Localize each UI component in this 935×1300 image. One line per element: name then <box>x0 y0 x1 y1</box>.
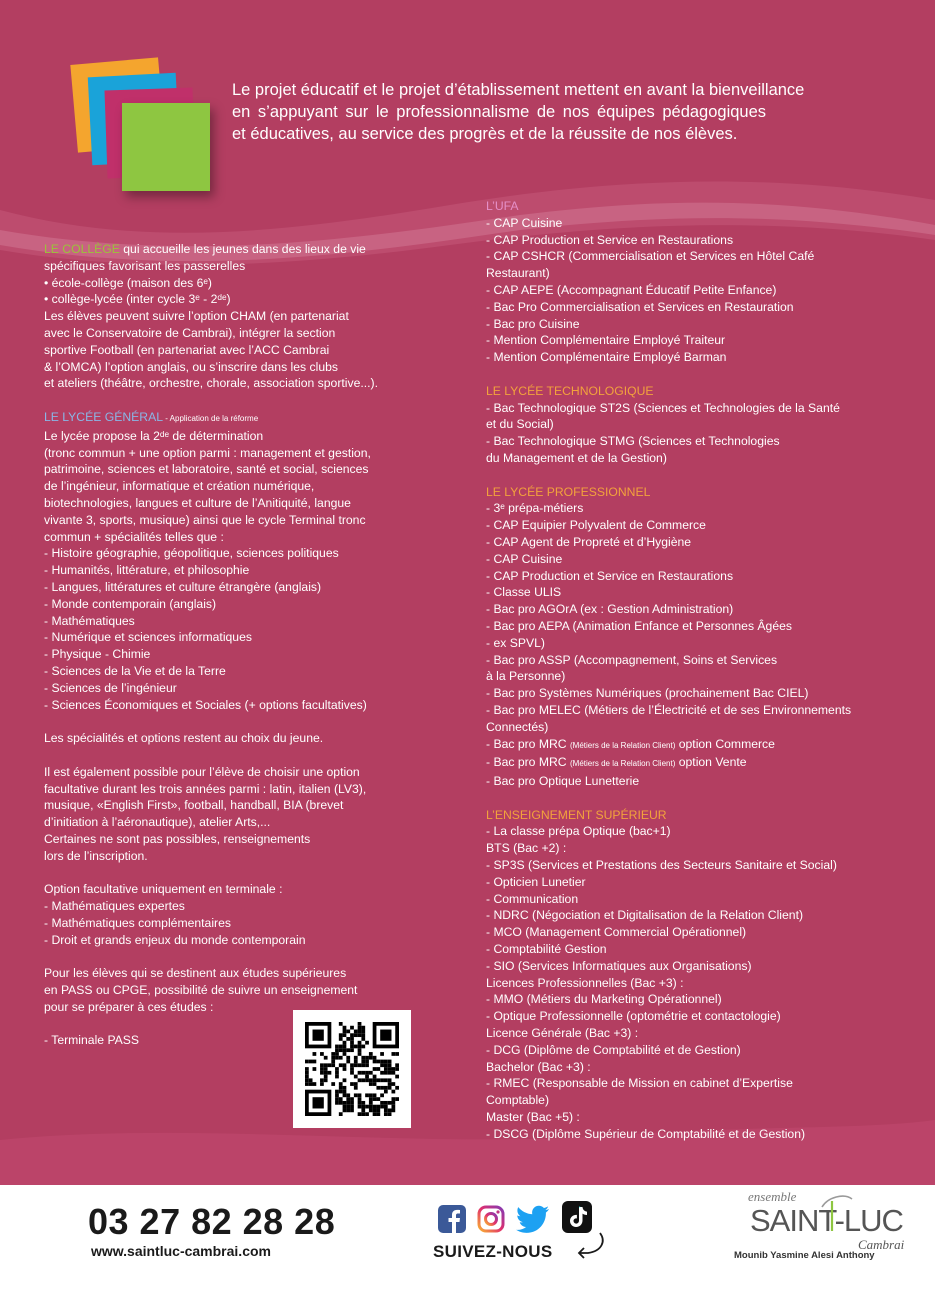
list-item: - CAP AEPE (Accompagnant Éducatif Petite Enfance) <box>486 282 777 297</box>
list-item: - La classe prépa Optique (bac+1) <box>486 824 671 839</box>
list-item: • collège-lycée (inter cycle 3ᵉ - 2ᵈᵉ) <box>44 292 231 307</box>
lycee-techno-list <box>486 400 906 467</box>
list-item: facultative durant les trois années parmi : latin, italien (LV3), <box>44 781 367 796</box>
list-item: - Bac pro AEPA (Animation Enfance et Personnes Âgées <box>486 618 792 633</box>
list-item: patrimoine, sciences et laboratoire, santé et social, sciences <box>44 462 369 477</box>
list-item: - Communication <box>486 891 579 906</box>
list-item: Comptable) <box>486 1093 549 1108</box>
list-item: - ex SPVL) <box>486 635 545 650</box>
list-item: avec le Conservatoire de Cambrai), intégrer la section <box>44 325 336 340</box>
list-item: - DSCG (Diplôme Supérieur de Comptabilité et de Gestion) <box>486 1126 806 1141</box>
list-item: - SIO (Services Informatiques aux Organisations) <box>486 958 752 973</box>
list-item: - Opticien Lunetier <box>486 874 586 889</box>
list-item: Restaurant) <box>486 266 550 281</box>
lycee-general-heading: LE LYCÉE GÉNÉRAL <box>44 409 163 424</box>
list-item: - Bac pro Systèmes Numériques (prochainement Bac CIEL) <box>486 686 809 701</box>
instagram-icon[interactable] <box>477 1205 505 1233</box>
right-column <box>486 198 906 1143</box>
list-item: - Langues, littératures et culture étrangère (anglais) <box>44 579 322 594</box>
list-item: Licences Professionnelles (Bac +3) : <box>486 975 684 990</box>
facebook-icon[interactable] <box>438 1205 466 1233</box>
list-item: - Bac Pro Commercialisation et Services en Restauration <box>486 299 794 314</box>
list-item: musique, «English First», football, handball, BIA (brevet <box>44 798 344 813</box>
college-heading-line <box>44 241 444 258</box>
list-item: du Management et de la Gestion) <box>486 450 667 465</box>
list-item: - DCG (Diplôme de Comptabilité et de Gestion) <box>486 1042 741 1057</box>
list-item: - NDRC (Négociation et Digitalisation de la Relation Client) <box>486 908 804 923</box>
list-item: - Sciences de la Vie et de la Terre <box>44 663 226 678</box>
list-item: Les élèves peuvent suivre l’option CHAM (en partenariat <box>44 309 349 324</box>
list-item: d’initiation à l’aéronautique), atelier Arts,... <box>44 815 271 830</box>
footer <box>0 1185 935 1300</box>
list-item: et du Social) <box>486 417 554 432</box>
list-item: - CAP Cuisine <box>486 215 563 230</box>
list-item: - Mention Complémentaire Employé Traiteur <box>486 333 726 348</box>
list-item: lors de l’inscription. <box>44 848 148 863</box>
list-item: - Humanités, littérature, et philosophie <box>44 563 250 578</box>
list-item: - Sciences de l’ingénieur <box>44 680 177 695</box>
green-square <box>122 103 210 191</box>
intro-line: et éducatives, au service des progrès et de la réussite de nos élèves. <box>232 125 738 143</box>
credit-names: Mounib Yasmine Alesi Anthony <box>734 1250 875 1261</box>
spacer <box>44 864 444 881</box>
spacer <box>44 713 444 730</box>
list-item: - CAP CSHCR (Commercialisation et Services en Hôtel Café <box>486 249 815 264</box>
list-item: - Bac Technologique ST2S (Sciences et Technologies de la Santé <box>486 400 840 415</box>
phone-number[interactable]: 03 27 82 28 28 <box>88 1201 336 1242</box>
list-item: Connectés) <box>486 719 549 734</box>
list-item: (tronc commun + une option parmi : management et gestion, <box>44 445 371 460</box>
follow-us-label: SUIVEZ-NOUS <box>433 1242 553 1261</box>
list-item: Certaines ne sont pas possibles, renseignements <box>44 831 311 846</box>
spacer <box>44 948 444 965</box>
list-item: - Comptabilité Gestion <box>486 942 607 957</box>
website-link[interactable]: www.saintluc-cambrai.com <box>91 1243 271 1259</box>
list-item: - Physique - Chimie <box>44 647 151 662</box>
brand-name: SAINT-LUC <box>750 1203 903 1238</box>
list-item: - SP3S (Services et Prestations des Secteurs Sanitaire et Social) <box>486 858 837 873</box>
list-item: - Mathématiques <box>44 613 135 628</box>
list-item: Option facultative uniquement en terminale : <box>44 882 283 897</box>
list-item: & l’OMCA) l’option anglais, ou s’inscrire dans les clubs <box>44 359 338 374</box>
tiktok-icon[interactable] <box>562 1201 592 1233</box>
list-item: - CAP Agent de Propreté et d’Hygiène <box>486 534 692 549</box>
list-item: Il est également possible pour l’élève de choisir une option <box>44 764 360 779</box>
list-item: - Bac pro MELEC (Métiers de l’Électricité et de ses Environnements <box>486 702 852 717</box>
lycee-techno-heading: LE LYCÉE TECHNOLOGIQUE <box>486 383 654 398</box>
list-item: - Bac pro Optique Lunetterie <box>486 774 640 789</box>
college-list <box>44 258 444 392</box>
list-item: Les spécialités et options restent au choix du jeune. <box>44 731 324 746</box>
list-item: Master (Bac +5) : <box>486 1110 580 1125</box>
list-item: vivante 3, sports, musique) ainsi que le cycle Terminal tronc <box>44 512 366 527</box>
ufa-list <box>486 215 906 366</box>
lycee-general-list <box>44 445 444 1050</box>
colored-squares-logo <box>60 55 230 215</box>
list-item: - Bac pro AGOrA (ex : Gestion Administration) <box>486 602 734 617</box>
list-item: - Bac pro ASSP (Accompagnement, Soins et Services <box>486 652 778 667</box>
list-item: Bachelor (Bac +3) : <box>486 1059 591 1074</box>
superieur-heading: L’ENSEIGNEMENT SUPÉRIEUR <box>486 807 667 822</box>
intro-paragraph <box>232 79 902 145</box>
qr-code-pattern <box>305 1022 399 1116</box>
qr-code[interactable] <box>293 1010 411 1128</box>
college-heading: LE COLLÈGE <box>44 242 120 256</box>
saint-luc-logo <box>734 1189 910 1279</box>
list-item: - Classe ULIS <box>486 585 562 600</box>
superieur-list <box>486 823 906 1142</box>
brand-swoosh-icon <box>818 1193 856 1233</box>
lycee-general-heading-line <box>44 409 444 428</box>
spacer <box>44 747 444 764</box>
list-item: - Bac pro MRC (Métiers de la Relation Client) option Commerce <box>486 736 775 751</box>
list-item: - Bac Technologique STMG (Sciences et Technologies <box>486 434 780 449</box>
intro-line: Le projet éducatif et le projet d’établissement mettent en avant la bienveillance <box>232 81 805 99</box>
list-item: sportive Football (en partenariat avec l’ACC Cambrai <box>44 342 330 357</box>
list-item: Licence Générale (Bac +3) : <box>486 1026 639 1041</box>
list-item: BTS (Bac +2) : <box>486 841 567 856</box>
curved-arrow-icon <box>570 1231 610 1259</box>
list-item: - MCO (Management Commercial Opérationnel) <box>486 925 747 940</box>
list-item: - Droit et grands enjeux du monde contemporain <box>44 932 306 947</box>
brand-ensemble: ensemble <box>748 1189 797 1204</box>
ufa-heading: L’UFA <box>486 199 519 213</box>
list-item: - CAP Cuisine <box>486 551 563 566</box>
list-item: - Terminale PASS <box>44 1033 140 1048</box>
lycee-pro-list <box>486 500 906 735</box>
list-item: - Bac pro Cuisine <box>486 316 580 331</box>
list-item: - Bac pro MRC (Métiers de la Relation Client) option Vente <box>486 755 747 770</box>
lycee-general-intro: Le lycée propose la 2ᵈᵉ de détermination <box>44 428 264 443</box>
left-column <box>44 241 444 1049</box>
list-item: - MMO (Métiers du Marketing Opérationnel) <box>486 992 722 1007</box>
list-item: pour se préparer à ces études : <box>44 999 214 1014</box>
list-item: à la Personne) <box>486 669 566 684</box>
list-item: et ateliers (théâtre, orchestre, chorale, association sportive...). <box>44 376 378 391</box>
list-item: - CAP Production et Service en Restaurations <box>486 568 734 583</box>
lycee-general-note: - Application de la réforme <box>163 413 259 423</box>
list-item: - RMEC (Responsable de Mission en cabinet d’Expertise <box>486 1076 793 1091</box>
list-item: - Mathématiques complémentaires <box>44 915 231 930</box>
brand-city: Cambrai <box>858 1237 905 1252</box>
list-item: - Histoire géographie, géopolitique, sciences politiques <box>44 546 339 561</box>
lycee-pro-heading: LE LYCÉE PROFESSIONNEL <box>486 484 651 499</box>
list-item: - Sciences Économiques et Sociales (+ options facultatives) <box>44 697 367 712</box>
list-item: - Monde contemporain (anglais) <box>44 596 217 611</box>
list-item: - CAP Equipier Polyvalent de Commerce <box>486 518 706 533</box>
list-item: - CAP Production et Service en Restaurations <box>486 232 734 247</box>
list-item: spécifiques favorisant les passerelles <box>44 258 246 273</box>
list-item: Pour les élèves qui se destinent aux études supérieures <box>44 966 347 981</box>
list-item: • école-collège (maison des 6ᵉ) <box>44 275 212 290</box>
list-item: en PASS ou CPGE, possibilité de suivre un enseignement <box>44 983 358 998</box>
twitter-icon[interactable] <box>516 1205 550 1233</box>
list-item: - Mathématiques expertes <box>44 899 185 914</box>
list-item: biotechnologies, langues et culture de l’Anitiquité, langue <box>44 495 351 510</box>
list-item: - Optique Professionnelle (optométrie et contactologie) <box>486 1009 781 1024</box>
college-heading-rest: qui accueille les jeunes dans des lieux de vie <box>119 242 366 256</box>
list-item: - Mention Complémentaire Employé Barman <box>486 350 727 365</box>
list-item: de l’ingénieur, informatique et création numérique, <box>44 479 315 494</box>
intro-line: en s’appuyant sur le professionnalisme de nos équipes pédagogiques <box>232 103 767 121</box>
list-item: commun + spécialités telles que : <box>44 529 224 544</box>
list-item: - Numérique et sciences informatiques <box>44 630 252 645</box>
list-item: - 3ᵉ prépa-métiers <box>486 501 584 516</box>
